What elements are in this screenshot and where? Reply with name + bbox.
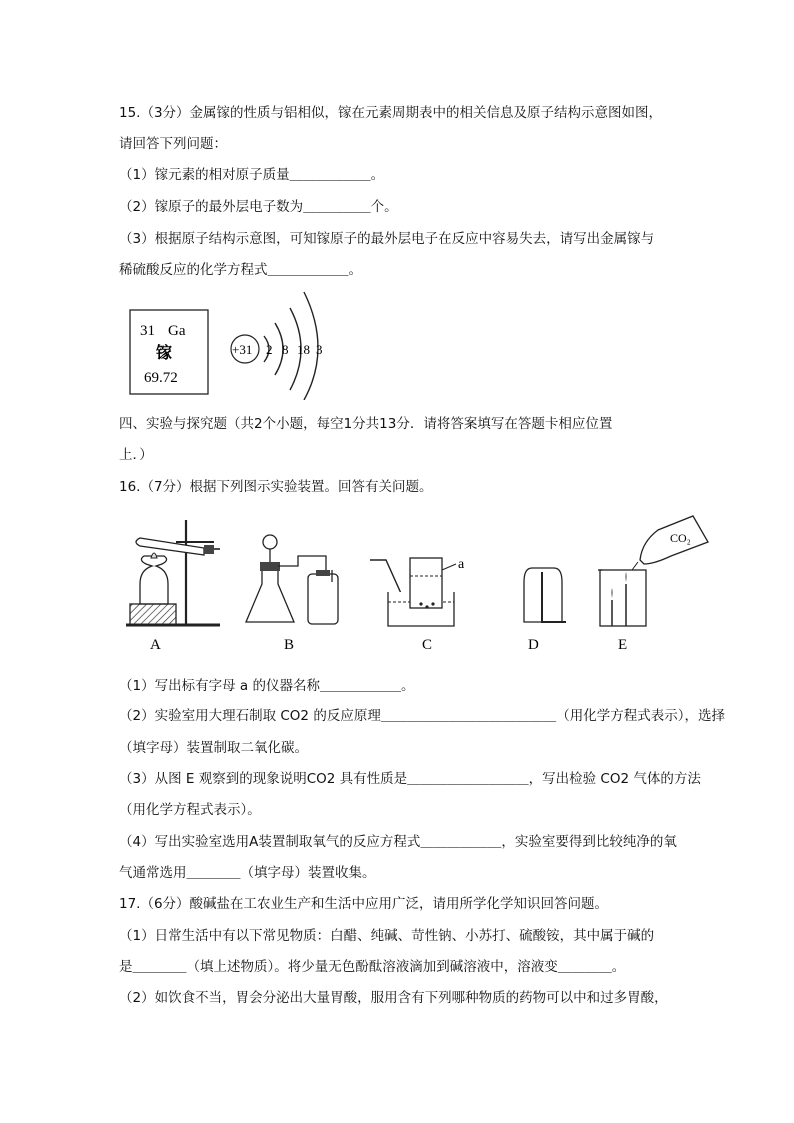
co2-label: CO₂	[670, 531, 691, 545]
label-c: C	[422, 637, 433, 653]
element-number: 31	[140, 323, 155, 339]
co2-stream	[632, 562, 638, 570]
apparatus-c	[370, 557, 465, 653]
bubble-1	[419, 602, 422, 605]
section4-line1: 四、实验与探究题（共2个小题，每空1分共13分．请将答案填写在答题卡相应位置	[119, 416, 613, 432]
q16-stem: 16.（7分）根据下列图示实验装置。回答有关问题。	[119, 479, 433, 495]
q16-sub3-line2: （用化学方程式表示）。	[119, 802, 261, 818]
test-tube	[136, 538, 204, 555]
q15-stem-line2: 请回答下列问题：	[119, 136, 227, 152]
q15-sub3-line1: （3）根据原子结构示意图，可知镓原子的最外层电子在反应中容易失去，请写出金属镓与	[119, 231, 655, 247]
bubble-2	[425, 605, 428, 608]
label-d: D	[528, 637, 539, 653]
shell-electrons-3: 18	[297, 342, 310, 357]
q16-sub1: （1）写出标有字母 a 的仪器名称＿＿＿＿＿＿。	[119, 678, 415, 694]
element-mass: 69.72	[144, 370, 178, 386]
rubber-stopper	[204, 545, 214, 554]
q16-sub4-line1: （4）写出实验室选用A装置制取氧气的反应方程式＿＿＿＿＿＿，实验室要得到比较纯净的氧	[119, 834, 677, 850]
q17-sub2-line1: （2）如饮食不当，胃会分泌出大量胃酸，服用含有下列哪种物质的药物可以中和过多胃酸，	[119, 990, 668, 1006]
lab-apparatus-figure	[118, 512, 718, 658]
label-small-a: a	[458, 557, 465, 572]
q16-sub4-line2: 气通常选用＿＿＿＿（填字母）装置收集。	[119, 865, 376, 881]
q16-sub2-line2: （填字母）装置制取二氧化碳。	[119, 740, 308, 756]
shell-electrons-1: 2	[266, 342, 273, 357]
alcohol-lamp	[140, 556, 168, 604]
label-e: E	[618, 637, 628, 653]
label-a: A	[150, 637, 161, 653]
beaker	[600, 570, 646, 626]
flask-stopper	[260, 562, 280, 571]
q15-sub2: （2）镓原子的最外层电子数为＿＿＿＿＿个。	[119, 199, 398, 215]
gallium-figure	[118, 288, 348, 400]
lamp-flame	[151, 553, 157, 558]
apparatus-a	[126, 520, 220, 653]
q15-stem-line1: 15.（3分）金属镓的性质与铝相似，镓在元素周期表中的相关信息及原子结构示意图如图，	[119, 105, 663, 121]
apparatus-b	[246, 535, 338, 653]
apparatus-d	[524, 568, 566, 653]
conical-flask	[246, 571, 294, 622]
gas-bottle-stopper	[316, 570, 330, 576]
element-name: 镓	[156, 345, 173, 362]
gas-collecting-bottle	[410, 558, 442, 608]
label-a-pointer	[442, 564, 456, 570]
wooden-block	[130, 604, 176, 625]
bubble-3	[431, 602, 434, 605]
section4-line2: 上．）	[119, 447, 153, 463]
nucleus-charge: +31	[232, 342, 253, 357]
atom-structure-diagram	[231, 292, 323, 400]
gas-bottle	[308, 574, 338, 624]
q17-sub1-line2: 是＿＿＿＿（填上述物质）。将少量无色酚酞溶液滴加到碱溶液中，溶液变＿＿＿＿。	[119, 959, 626, 975]
apparatus-e	[598, 516, 708, 653]
shell-electrons-2: 8	[282, 342, 289, 357]
shell-electrons-4: 3	[316, 342, 323, 357]
q15-sub3-line2: 稀硫酸反应的化学方程式＿＿＿＿＿＿。	[119, 262, 362, 278]
q17-stem: 17.（6分）酸碱盐在工农业生产和生活中应用广泛，请用所学化学知识回答问题。	[119, 896, 609, 912]
q16-sub3-line1: （3）从图 E 观察到的现象说明CO2 具有性质是＿＿＿＿＿＿＿＿＿，写出检验 CO2 气体的方法	[119, 771, 701, 787]
q16-sub2-line1: （2）实验室用大理石制取 CO2 的反应原理＿＿＿＿＿＿＿＿＿＿＿＿＿（用化学方程式表示），选择	[119, 708, 726, 724]
q15-sub1: （1）镓元素的相对原子质量＿＿＿＿＿＿。	[119, 167, 385, 183]
separatory-funnel-bulb	[263, 535, 277, 549]
element-symbol: Ga	[168, 323, 186, 339]
q17-sub1-line1: （1）日常生活中有以下常见物质：白醋、纯碱、苛性钠、小苏打、硫酸铵，其中属于碱的	[119, 928, 655, 944]
label-b: B	[284, 637, 295, 653]
